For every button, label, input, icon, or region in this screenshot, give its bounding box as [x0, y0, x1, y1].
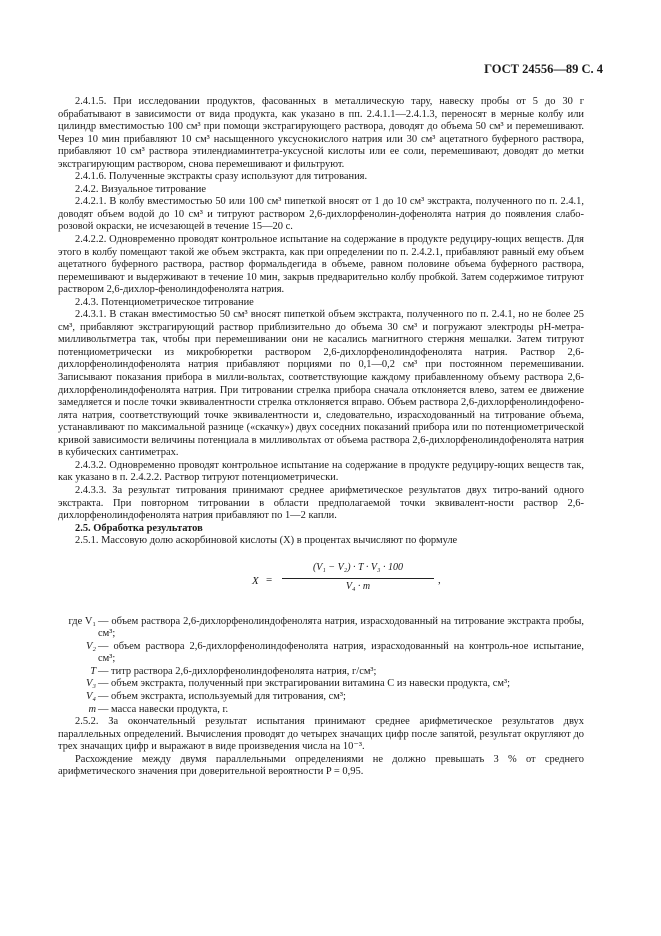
definition-symbol: V₃ — [85, 678, 96, 690]
definition-m — [58, 704, 584, 717]
heading-2-4-2: 2.4.2. Визуальное титрование — [75, 183, 206, 195]
definition-text: — объем экстракта, используемый для титрования, см³; — [98, 690, 346, 702]
definition-symbol: где V₁ — [68, 615, 96, 627]
paragraph-2-4-3-3: 2.4.3.3. За результат титрования принимают среднее арифметическое результатов двух титро-ваний одного экстракта. При повторном титровании в области предполагаемой точки эквивалент-ности раствор 2,6-дихлорфенолиндофенолята натрия прибавляют по 1—2 капли. — [58, 484, 584, 522]
document-body — [58, 96, 584, 779]
definition-v2 — [58, 641, 584, 666]
heading-2-4-3: 2.4.3. Потенциометрическое титрование — [75, 296, 254, 308]
definition-text: — объем раствора 2,6-дихлорфенолиндофенолята натрия, израсходованный на контроль-ное испытание, см³; — [98, 640, 584, 665]
definition-v3 — [58, 678, 584, 691]
formula-numerator: (V₁ − V₂) · T · V₃ · 100 — [312, 561, 404, 573]
definition-symbol: V₄ — [85, 690, 96, 702]
formula-denominator: V₄ · m — [345, 580, 371, 592]
fraction-bar — [282, 578, 434, 579]
variable-definitions — [58, 616, 584, 716]
definition-symbol: V₂ — [85, 640, 96, 652]
definition-text: — объем экстракта, полученный при экстрагировании витамина С из навески продукта, см³; — [98, 678, 511, 690]
paragraph-2-4-1-5: 2.4.1.5. При исследовании продуктов, фасованных в металлическую тару, навеску пробы от 5 до 30 г обрабатывают в зависимости от вида продукта, как указано в пп. 2.4.1.1—2.4.1.3, переносят в мерные колбу или цилиндр вместимостью 100 см³ при помощи экстрагирующего раствора, доводят до объема 50 см³ и перемешивают. Через 10 мин прибавляют 10 см³ насыщенного уксуснокислого натрия или 30 см³ ацетатного буферного раствора, прибавляют 10 см³ раствора этилендиаминтетра-уксусной кислоты или ее соли, перемешивают, доводят до метки экстрагирующим раствором, снова перемешивают и фильтруют. — [58, 96, 584, 170]
page-header: ГОСТ 24556—89 С. 4 — [484, 62, 603, 76]
definition-text: — объем раствора 2,6-дихлорфенолиндофенолята натрия, израсходованный на титрование экстракта пробы, см³; — [98, 615, 584, 640]
definition-text: — масса навески продукта, г. — [98, 703, 229, 715]
section-title: 2.5. Обработка результатов — [75, 522, 203, 534]
paragraph-discrepancy: Расхождение между двумя параллельными определениями не должно превышать 3 % от среднего арифметического значения при доверительной вероятности P = 0,95. — [58, 753, 584, 778]
paragraph-2-4-3-1: 2.4.3.1. В стакан вместимостью 50 см³ вносят пипеткой объем экстракта, полученного по п. 2.4.1, но не более 25 см³, прибавляют экстрагирующий раствор приблизительно до объема 30 см³ и погружают электроды pH-метра-милливольтметра так, чтобы при перемешивании они не касались магнитного стержня мешалки. Затем титруют потенциометрически из микробюретки раствором 2,6-дихлорфенолиндофенолята натрия. Раствор 2,6-дихлорфенолиндофенолята натрия прибавляют порциями по 0,1—0,2 см³ при постоянном перемешивании. Записывают показания прибора в милли-вольтах, соответствующие каждому прибавленному объему раствора 2,6-дихлорфенолиндофенолята натрия. При титровании стрелка прибора сначала отклоняется влево, затем ее движение замедляется и после точки эквивалентности стрелка отклоняется вправо. Объем раствора 2,6-дихлорфенолиндофено-лята натрия, соответствующий точке эквивалентности и, следовательно, израсходованный на титрование объема, устанавливают по максимальной разнице («скачку») двух соседних показаний прибора или по потенциометрической кривой зависимости величины потенциала в милливольтах от объема раствора 2,6-дихлорфенолиндофенолята натрия в кубических сантиметрах. — [58, 309, 584, 459]
paragraph-2-4-2-1: 2.4.2.1. В колбу вместимостью 50 или 100 см³ пипеткой вносят от 1 до 10 см³ экстракта, полученного по п. 2.4.1, доводят объем водой до 10 см³ и титруют раствором 2,6-дихлорфенолин-дофенолята натрия до появления слабо-розовой окраски, не исчезающей в течение 15—20 с. — [58, 196, 584, 233]
paragraph-2-4-3-2: 2.4.3.2. Одновременно проводят контрольное испытание на содержание в продукте редуциру-ющих веществ так, как указано в п. 2.4.2.2. Раствор титруют потенциометрически. — [58, 459, 584, 484]
paragraph-2-4-1-6: 2.4.1.6. Полученные экстракты сразу используют для титрования. — [75, 171, 368, 183]
definition-symbol: m — [88, 703, 96, 715]
formula-lhs: X — [252, 574, 259, 587]
definition-t — [58, 666, 584, 679]
definition-text: — титр раствора 2,6-дихлорфенолиндофенолята натрия, г/см³; — [98, 665, 377, 677]
formula-intro: 2.5.1. Массовую долю аскорбиновой кислоты (X) в процентах вычисляют по формуле — [75, 535, 458, 547]
formula-equals: = — [266, 573, 273, 586]
formula-tail: , — [438, 573, 441, 586]
definition-v1 — [58, 616, 584, 641]
formula — [58, 554, 584, 610]
formula-fraction — [282, 562, 434, 594]
definition-symbol: T — [90, 665, 96, 677]
paragraph-2-5-2: 2.5.2. За окончательный результат испытания принимают среднее арифметическое результатов двух параллельных определений. Вычисления проводят до четырех значащих цифр после запятой, результат округляют до трех значащих цифр и выражают в виде произведения числа на 10⁻³. — [58, 716, 584, 753]
definition-v4 — [58, 691, 584, 704]
paragraph-2-4-2-2: 2.4.2.2. Одновременно проводят контрольное испытание на содержание в продукте редуциру-ющих веществ. Для этого в колбу помещают такой же объем экстракта, как при определении по п. 2.4.2.1, прибавляют равный ему объем ацетатного буферного раствора, раствор формальдегида в объеме, равном половине объема буферного раствора, перемешивают и выдерживают в течение 10 мин, закрыв предварительно колбу пробкой. Затем содержимое титруют раствором 2,6-дихлор-фенолиндофенолята натрия. — [58, 234, 584, 296]
